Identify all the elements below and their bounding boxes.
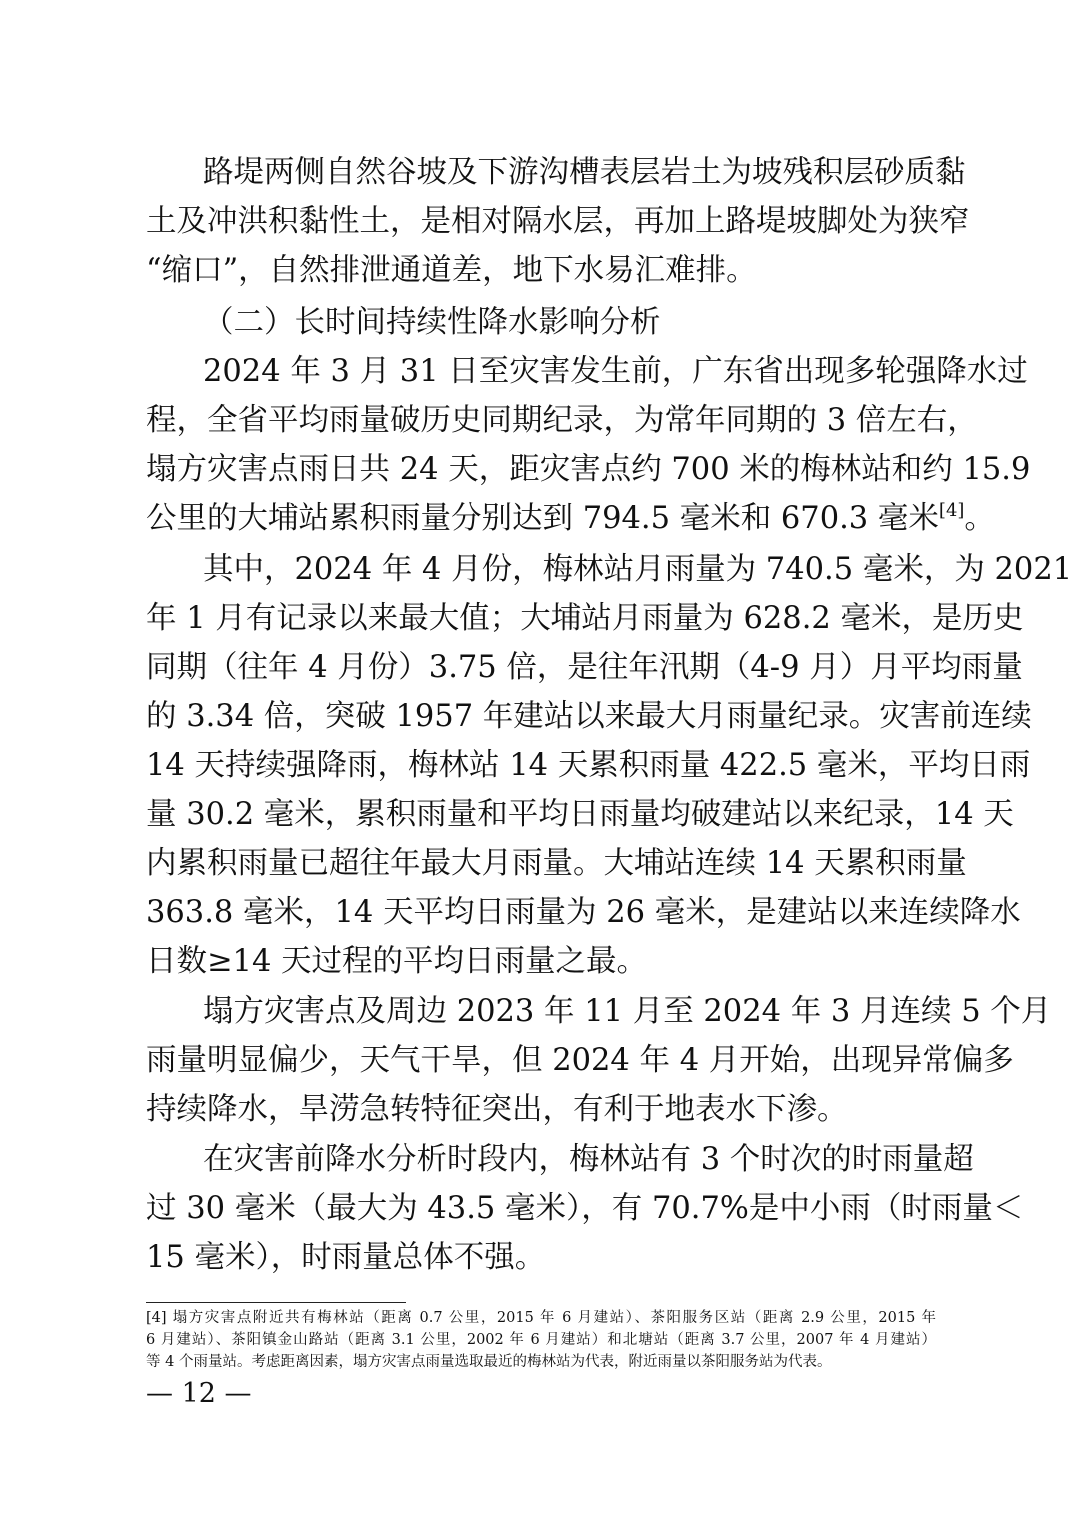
- paragraph-3-line-1: 其中，2024 年 4 月份，梅林站月雨量为 740.5 毫米，为 2021: [203, 552, 1073, 587]
- page-number: — 12 —: [146, 1378, 252, 1409]
- section-heading: （二）长时间持续性降水影响分析: [203, 305, 661, 340]
- footnote-divider: [146, 1302, 406, 1303]
- paragraph-4-line-1: 塌方灾害点及周边 2023 年 11 月至 2024 年 3 月连续 5 个月: [203, 994, 1052, 1029]
- paragraph-4-line-2: 雨量明显偏少，天气干旱，但 2024 年 4 月开始，出现异常偏多: [146, 1043, 1014, 1078]
- paragraph-3-line-7: 内累积雨量已超往年最大月雨量。大埔站连续 14 天累积雨量: [146, 846, 967, 881]
- paragraph-1-line-1: 路堤两侧自然谷坡及下游沟槽表层岩土为坡残积层砂质黏: [203, 155, 966, 190]
- paragraph-2-line-1: 2024 年 3 月 31 日至灾害发生前，广东省出现多轮强降水过: [203, 354, 1028, 389]
- footnote-line-2: 6 月建站）、茶阳镇金山路站（距离 3.1 公里，2002 年 6 月建站）和北塘站（距离 3.7 公里，2007 年 4 月建站）: [146, 1332, 936, 1348]
- paragraph-2-end-punct: 。: [964, 501, 995, 536]
- paragraph-2-line-4: [146, 500, 995, 537]
- footnote-line-3: 等 4 个雨量站。考虑距离因素，塌方灾害点雨量选取最近的梅林站为代表，附近雨量以茶阳服务站为代表。: [146, 1354, 832, 1370]
- paragraph-5-line-1: 在灾害前降水分析时段内，梅林站有 3 个时次的时雨量超: [203, 1142, 974, 1177]
- paragraph-5-line-2: 过 30 毫米（最大为 43.5 毫米），有 70.7%是中小雨（时雨量＜: [146, 1191, 1024, 1226]
- paragraph-3-line-5: 14 天持续强降雨，梅林站 14 天累积雨量 422.5 毫米，平均日雨: [146, 748, 1031, 783]
- footnote-reference: [4]: [938, 500, 965, 521]
- paragraph-3-line-9: 日数≥14 天过程的平均日雨量之最。: [146, 944, 648, 979]
- paragraph-4-line-3: 持续降水，旱涝急转特征突出，有利于地表水下渗。: [146, 1092, 848, 1127]
- paragraph-3-line-8: 363.8 毫米，14 天平均日雨量为 26 毫米，是建站以来连续降水: [146, 895, 1021, 930]
- paragraph-1-line-2: 土及冲洪积黏性土，是相对隔水层，再加上路堤坡脚处为狭窄: [146, 204, 970, 239]
- paragraph-1-line-3: “缩口”，自然排泄通道差，地下水易汇难排。: [146, 253, 757, 288]
- paragraph-3-line-6: 量 30.2 毫米，累积雨量和平均日雨量均破建站以来纪录，14 天: [146, 797, 1014, 832]
- paragraph-2-line-4-text: 公里的大埔站累积雨量分别达到 794.5 毫米和 670.3 毫米: [146, 501, 939, 536]
- paragraph-5-line-3: 15 毫米），时雨量总体不强。: [146, 1240, 546, 1275]
- paragraph-3-line-2: 年 1 月有记录以来最大值；大埔站月雨量为 628.2 毫米，是历史: [146, 601, 1024, 636]
- paragraph-2-line-2: 程，全省平均雨量破历史同期纪录，为常年同期的 3 倍左右，: [146, 403, 978, 438]
- paragraph-3-line-3: 同期（往年 4 月份）3.75 倍，是往年汛期（4-9 月）月平均雨量: [146, 650, 1023, 685]
- paragraph-3-line-4: 的 3.34 倍，突破 1957 年建站以来最大月雨量纪录。灾害前连续: [146, 699, 1032, 734]
- footnote-line-1: [4] 塌方灾害点附近共有梅林站（距离 0.7 公里，2015 年 6 月建站）、茶阳服务区站（距离 2.9 公里，2015 年: [146, 1310, 936, 1326]
- paragraph-2-line-3: 塌方灾害点雨日共 24 天，距灾害点约 700 米的梅林站和约 15.9: [146, 452, 1031, 487]
